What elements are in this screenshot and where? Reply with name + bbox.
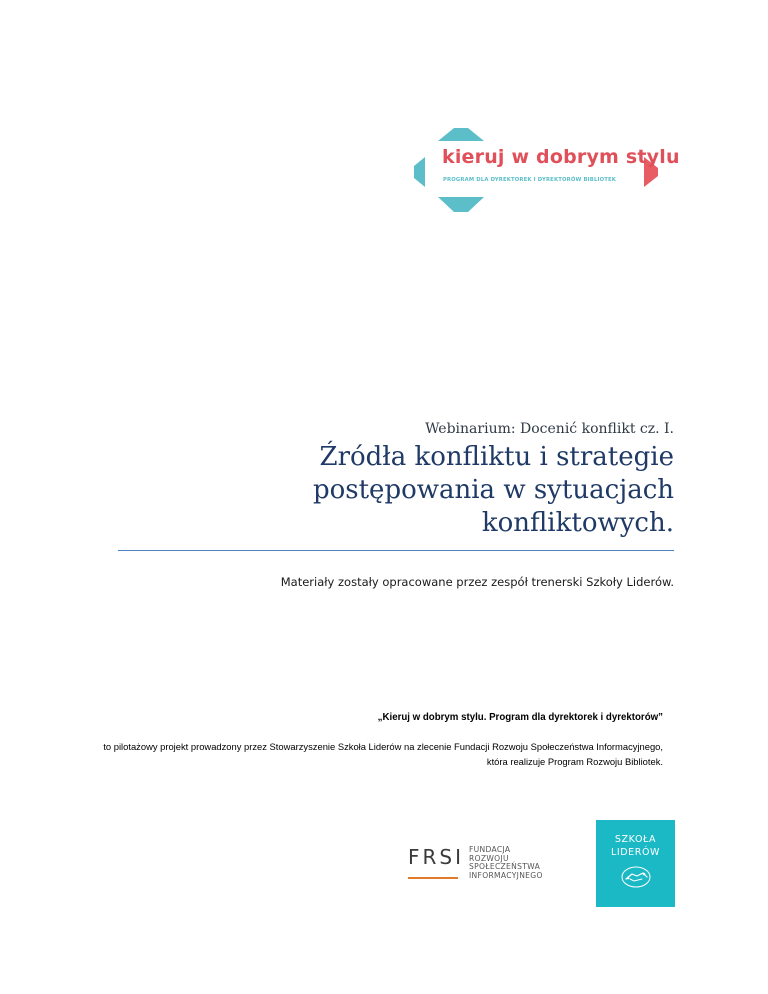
- szkola-liderow-logo: [596, 820, 675, 907]
- authors-note: Materiały zostały opracowane przez zespół trenerski Szkoły Liderów.: [280, 575, 674, 589]
- title-line: konfliktowych.: [481, 508, 674, 538]
- program-description: to pilotażowy projekt prowadzony przez Stowarzyszenie Szkoła Liderów na zlecenie Fundacji Rozwoju Społeczeństwa Informacyjnego, która realizuje Program Rozwoju Bibliotek.: [103, 741, 663, 767]
- title-line: postępowania w sytuacjach: [312, 475, 674, 505]
- frsi-name-line: INFORMACYJNEGO: [469, 870, 543, 880]
- frsi-name-line: ROZWOJU: [469, 853, 509, 863]
- program-name: „Kieruj w dobrym stylu. Program dla dyrektorek i dyrektorów”: [377, 712, 663, 723]
- document-title: [254, 441, 674, 540]
- program-logo: [412, 128, 680, 214]
- frsi-name: [469, 846, 543, 880]
- webinar-label: Webinarium: Docenić konflikt cz. I.: [425, 421, 674, 437]
- frsi-name-line: SPOŁECZEŃSTWA: [469, 862, 541, 872]
- handshake-icon: [619, 864, 653, 890]
- program-logo-title: kieruj w dobrym stylu: [442, 146, 680, 168]
- program-logo-subtitle: PROGRAM DLA DYREKTOREK I DYREKTORÓW BIBLIOTEK: [443, 177, 617, 183]
- szkola-liderow-name: [596, 833, 675, 859]
- logo-arrows: [412, 128, 662, 214]
- frsi-mark: FRSI: [408, 845, 464, 869]
- frsi-accent-line: [408, 877, 458, 879]
- arrow-left-icon: [414, 157, 425, 187]
- frsi-logo: [408, 845, 558, 885]
- frsi-name-line: FUNDACJA: [469, 845, 511, 854]
- szkola-name-line: LIDERÓW: [610, 847, 661, 858]
- title-line: Źródła konfliktu i strategie: [319, 442, 674, 472]
- title-divider: [118, 550, 674, 551]
- arrow-up-icon: [438, 128, 484, 141]
- szkola-name-line: SZKOŁA: [614, 834, 657, 845]
- arrow-down-icon: [438, 197, 484, 212]
